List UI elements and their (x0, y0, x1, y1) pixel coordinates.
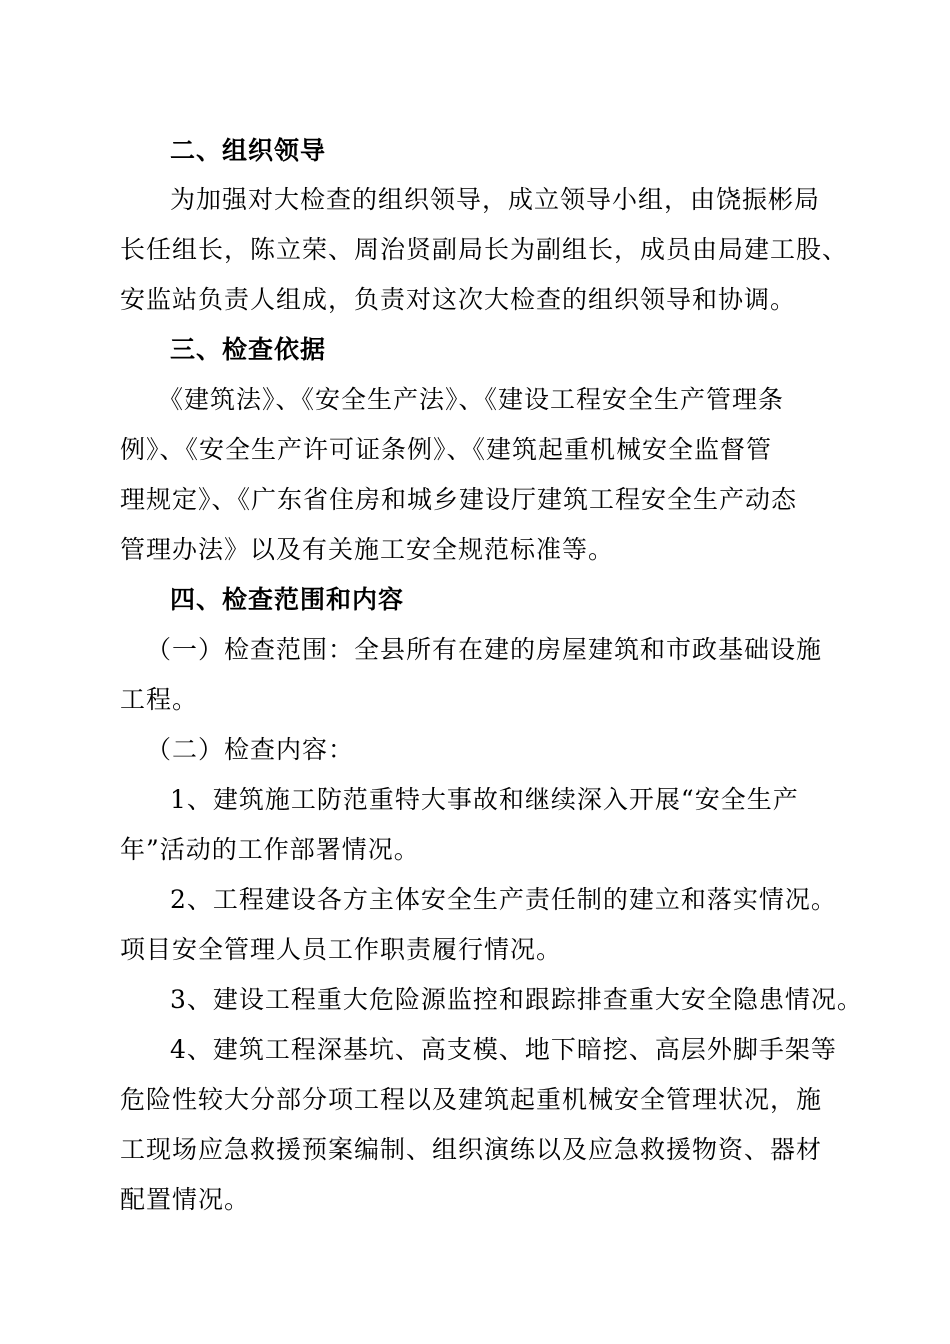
paragraph-line: 长任组长，陈立荣、周治贤副局长为副组长，成员由局建工股、 (120, 235, 849, 264)
list-item-line: 3、建设工程重大危险源监控和跟踪排查重大安全隐患情况。 (170, 985, 863, 1014)
list-item-line: 4、建筑工程深基坑、高支模、地下暗挖、高层外脚手架等 (170, 1035, 837, 1064)
paragraph-line: 安监站负责人组成，负责对这次大检查的组织领导和协调。 (120, 285, 797, 314)
section-heading-basis: 三、检查依据 (170, 335, 327, 364)
list-item-line: 危险性较大分部分项工程以及建筑起重机械安全管理状况，施 (120, 1085, 823, 1114)
paragraph-line: （二）检查内容： (146, 735, 355, 764)
paragraph-line: （一）检查范围：全县所有在建的房屋建筑和市政基础设施 (146, 635, 823, 664)
paragraph-line: 《建筑法》、《安全生产法》、《建设工程安全生产管理条 (158, 385, 785, 414)
paragraph-line: 工程。 (120, 685, 199, 714)
list-item-line: 2、工程建设各方主体安全生产责任制的建立和落实情况。 (170, 885, 837, 914)
list-item-line: 项目安全管理人员工作职责履行情况。 (120, 935, 563, 964)
list-item-line: 1、建筑施工防范重特大事故和继续深入开展“安全生产 (170, 785, 799, 814)
list-item-line: 配置情况。 (120, 1185, 251, 1214)
list-item-line: 工现场应急救援预案编制、组织演练以及应急救援物资、器材 (120, 1135, 823, 1164)
paragraph-line: 理规定》、《广东省住房和城乡建设厅建筑工程安全生产动态 (120, 485, 798, 514)
section-heading-organization: 二、组织领导 (170, 136, 327, 165)
section-heading-scope-content: 四、检查范围和内容 (170, 585, 405, 614)
paragraph-line: 管理办法》以及有关施工安全规范标准等。 (120, 535, 615, 564)
list-item-line: 年”活动的工作部署情况。 (120, 835, 420, 864)
paragraph-line: 为加强对大检查的组织领导，成立领导小组，由饶振彬局 (170, 185, 821, 214)
paragraph-line: 例》、《安全生产许可证条例》、《建筑起重机械安全监督管 (120, 435, 773, 464)
